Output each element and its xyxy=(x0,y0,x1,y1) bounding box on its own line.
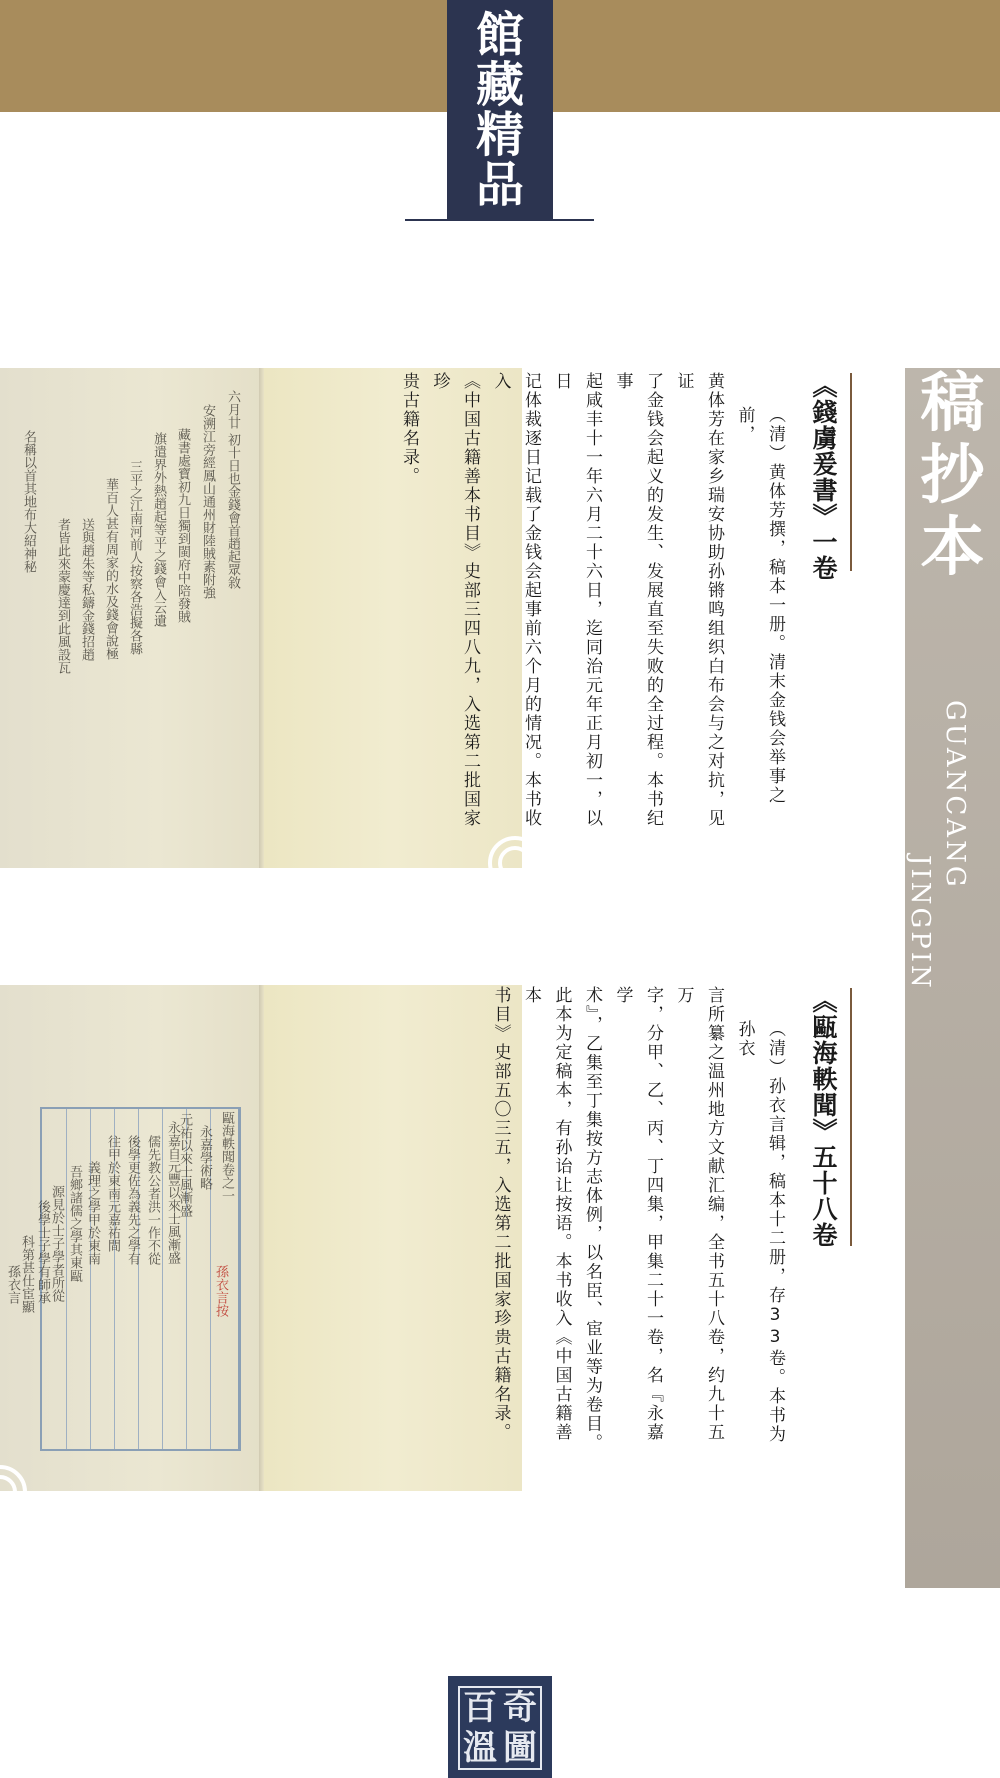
manuscript-column: 三平之江南河前人按察各浩擬各縣 xyxy=(127,460,142,655)
header-title-char: 精 xyxy=(475,107,524,163)
book-title-rule xyxy=(850,988,852,1246)
book-2-title: 《甌海軼聞》五十八卷 xyxy=(809,988,838,1248)
seal-grid xyxy=(458,1686,542,1770)
manuscript-column: 藏書處寶初九日獨到閩府中陪發賊 xyxy=(175,428,190,623)
manuscript-column: 後學士子學有師承 xyxy=(35,1200,50,1304)
manuscript-red-annotation: 孫衣言按 xyxy=(213,1265,228,1317)
manuscript-column: 六月廿 初十日也金錢會首趙起眾敘 xyxy=(225,390,240,590)
ruled-line xyxy=(90,1109,91,1449)
description-line: 此本为定稿本，有孙诒让按语。本书收入《中国古籍善本 xyxy=(521,986,572,1442)
side-title-char: 本 xyxy=(920,511,985,585)
side-pinyin-line-1: GUANCANG xyxy=(940,700,970,890)
description-line: 言所纂之温州地方文献汇编，全书五十八卷，约九十五万 xyxy=(673,986,724,1442)
manuscript-column: 甌海軼聞卷之一 xyxy=(219,1111,234,1202)
side-title-char: 稿 xyxy=(920,367,985,441)
manuscript-column: 送與趙朱等私鑄金錢招趙 xyxy=(79,518,94,661)
description-line: 记体裁逐日记载了金钱会起事前六个月的情况。本书收入 xyxy=(490,372,541,828)
header-title-char: 藏 xyxy=(475,57,524,113)
book-1-title: 《錢虜爰書》一卷 xyxy=(809,373,838,581)
description-line: 书目》史部五〇三五，入选第二批国家珍贵古籍名录。 xyxy=(490,986,511,1442)
description-line: 术』，乙集至丁集按方志体例，以名臣、宦业等为卷目。 xyxy=(582,986,602,1453)
manuscript-right-page xyxy=(262,985,522,1491)
manuscript-column: 者皆此來蒙慶達到此風設瓦 xyxy=(55,518,70,674)
manuscript-column: 名稱以首其地布大紹神秘 xyxy=(21,430,36,573)
description-line: （清）黄体芳撰，稿本一册。清末金钱会举事之前， xyxy=(734,406,785,805)
book-1-description xyxy=(399,372,790,842)
manuscript-fold xyxy=(259,368,264,868)
manuscript-column: 源見於士子學者所從 xyxy=(49,1185,64,1302)
manuscript-column: 義理之學甲於東南 xyxy=(85,1161,100,1265)
seal-char: 圖 xyxy=(503,1728,537,1768)
side-pinyin-line-2: JINGPIN xyxy=(905,855,935,991)
manuscript-column: 安溯江旁經鳳山通州財陸賊素附強 xyxy=(200,404,215,599)
description-line: 起咸丰十一年六月二十六日，迄同治元年正月初一，以日 xyxy=(551,372,602,828)
manuscript-column: 永嘉學術略 xyxy=(197,1125,212,1190)
manuscript-column: 科第甚仕宦顯 xyxy=(19,1235,34,1313)
book-2-description xyxy=(490,986,790,1456)
description-line: 贵古籍名录。 xyxy=(399,372,419,486)
header-underline xyxy=(405,219,594,221)
header-title-char: 品 xyxy=(475,157,524,213)
manuscript-image-2 xyxy=(0,985,522,1491)
manuscript-fold xyxy=(259,985,264,1491)
manuscript-column: 華百人甚有周家的水及錢會說極 xyxy=(103,478,118,660)
manuscript-column: 吾鄉諸儒之學其東甌 xyxy=(67,1165,82,1282)
manuscript-column: 後學更佐為義先之學有 xyxy=(125,1135,140,1265)
description-line: 了金钱会起义的发生、发展直至失败的全过程。本书纪事 xyxy=(612,372,663,828)
seal-char: 百 xyxy=(463,1688,497,1728)
header-title-plaque xyxy=(447,0,553,220)
seal-char: 溫 xyxy=(463,1728,497,1768)
manuscript-column: 孫衣言 xyxy=(5,1265,20,1304)
side-category-title xyxy=(905,368,1000,584)
manuscript-column: 永嘉自元豐以來士風漸盛 xyxy=(165,1121,180,1264)
ruled-line xyxy=(162,1109,163,1449)
library-seal-logo xyxy=(448,1676,552,1778)
manuscript-column: 元祐以來士風漸盛 xyxy=(177,1113,192,1217)
description-line: 黄体芳在家乡瑞安协助孙锵鸣组织白布会与之对抗，见证 xyxy=(673,372,724,828)
description-line: （清）孙衣言辑，稿本十二册，存33卷。本书为孙衣 xyxy=(734,1020,785,1444)
description-line: 字，分甲、乙、丙、丁四集，甲集二十一卷，名『永嘉学 xyxy=(612,986,663,1442)
manuscript-column: 旗遣界外熱趙起等平之錢會入云遺 xyxy=(151,432,166,627)
manuscript-column: 往甲於東南元嘉祐間 xyxy=(105,1135,120,1252)
side-title-char: 抄 xyxy=(920,439,985,513)
header-title-char: 館 xyxy=(475,7,524,63)
manuscript-column: 儒先教公者洪一作不從 xyxy=(145,1135,160,1265)
book-title-rule xyxy=(850,373,852,571)
seal-char: 奇 xyxy=(503,1688,537,1728)
description-line: 《中国古籍善本书目》史部三四八九，入选第二批国家珍 xyxy=(429,372,480,828)
